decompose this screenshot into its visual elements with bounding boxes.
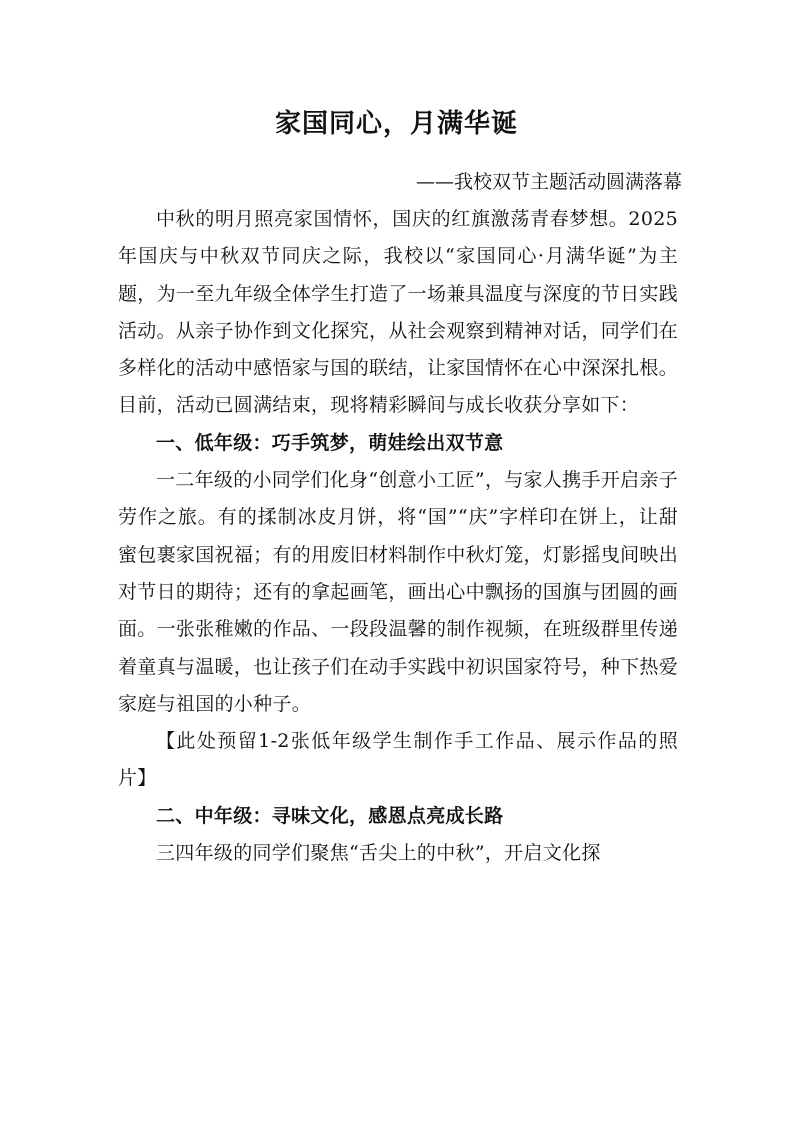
document-body xyxy=(118,201,678,872)
middle-grades-paragraph: 三四年级的同学们聚焦“舌尖上的中秋”，开启文化探 xyxy=(156,842,601,865)
document-subtitle: ——我校双节主题活动圆满落幕 xyxy=(415,171,682,193)
intro-paragraph: 中秋的明月照亮家国情怀，国庆的红旗激荡青春梦想。2025年国庆与中秋双节同庆之际，我校以“家国同心·月满华诞”为主题，为一至九年级全体学生打造了一场兼具温度与深度的节日实践活动。从亲子协作到文化探究，从社会观察到精神对话，同学们在多样化的活动中感悟家与国的联结，让家国情怀在心中深深扎根。目前，活动已圆满结束，现将精彩瞬间与成长收获分享如下： xyxy=(118,208,678,417)
section-heading-middle-grades: 二、中年级：寻味文化，感恩点亮成长路 xyxy=(156,804,504,827)
photo-placeholder-note: 【此处预留1-2张低年级学生制作手工作品、展示作品的照片】 xyxy=(118,730,678,790)
lower-grades-paragraph: 一二年级的小同学们化身“创意小工匠”，与家人携手开启亲子劳作之旅。有的揉制冰皮月饼，将“国”“庆”字样印在饼上，让甜蜜包裹家国祝福；有的用废旧材料制作中秋灯笼，灯影摇曳间映出对节日的期待；还有的拿起画笔，画出心中飘扬的国旗与团圆的画面。一张张稚嫩的作品、一段段温馨的制作视频，在班级群里传递着童真与温暖，也让孩子们在动手实践中初识国家符号，种下热爱家庭与祖国的小种子。 xyxy=(118,469,678,715)
section-heading-lower-grades: 一、低年级：巧手筑梦，萌娃绘出双节意 xyxy=(156,431,504,454)
document-title: 家国同心，月满华诞 xyxy=(274,109,518,139)
